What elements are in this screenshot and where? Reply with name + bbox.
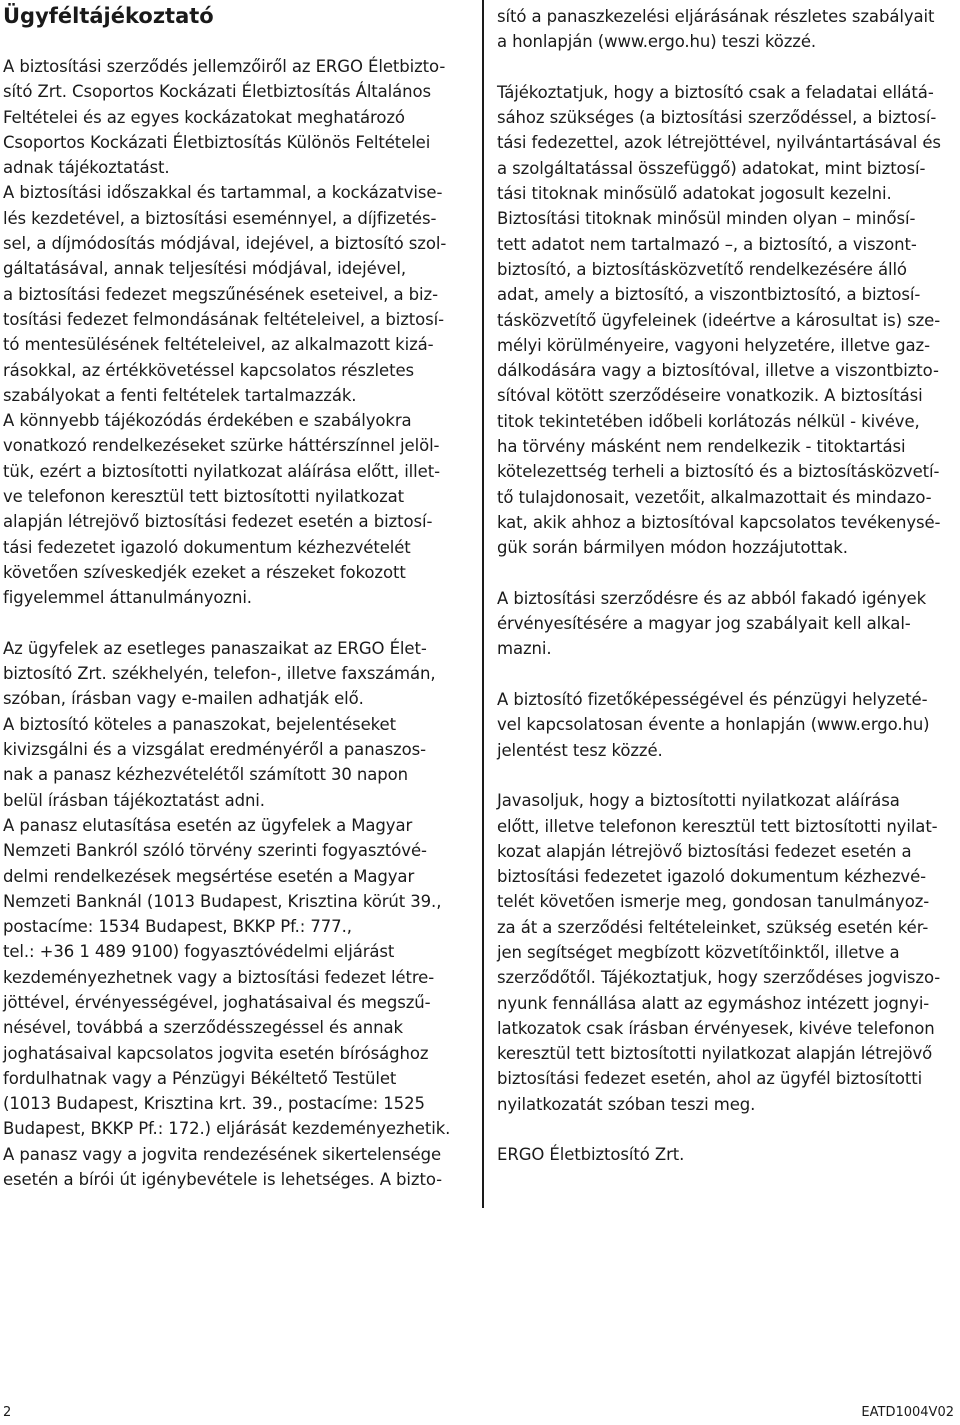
text-line: A könnyebb tájékozódás érdekében e szabályokra [3, 411, 412, 431]
text-line: a honlapján (www.ergo.hu) teszi közzé. [497, 32, 817, 52]
text-line: nyilatkozatát szóban teszi meg. [497, 1094, 756, 1114]
text-line: követően szíveskedjék ezeket a részeket fokozott [3, 562, 406, 582]
text-line: Az ügyfelek az esetleges panaszaikat az ERGO Élet- [3, 638, 427, 658]
text-line: Nemzeti Bankról szóló törvény szerinti fogyasztóvé- [3, 841, 427, 861]
left-column [3, 0, 473, 1192]
text-line: kozat alapján létrejövő biztosítási fedezet esetén a [497, 841, 912, 861]
text-line: A biztosító köteles a panaszokat, bejelentéseket [3, 714, 396, 734]
text-line: Nemzeti Banknál (1013 Budapest, Krisztina körút 39., [3, 891, 442, 911]
text-line: (1013 Budapest, Krisztina krt. 39., postacíme: 1525 [3, 1094, 425, 1114]
text-line: A biztosítási szerződésre és az abból fakadó igények [497, 588, 927, 608]
text-line: nyunk fennállása alatt az egymáshoz intézett jognyi- [497, 993, 930, 1013]
text-line: sító Zrt. Csoportos Kockázati Életbiztosítás Általános [3, 82, 432, 102]
text-line: nak a panasz kézhezvételétől számított 30 napon [3, 765, 409, 785]
text-line: sel, a díjmódosítás módjával, idejével, a biztosító szol- [3, 234, 447, 254]
text-line: mazni. [497, 639, 552, 659]
text-line: A biztosítási szerződés jellemzőiről az ERGO Életbizto- [3, 57, 446, 76]
column-divider [482, 0, 484, 1208]
text-line: előtt, illetve telefonon keresztül tett biztosítotti nyilat- [497, 816, 938, 836]
text-line: Budapest, BKKP Pf.: 172.) eljárását kezdeményezhetik. [3, 1119, 451, 1139]
text-line: Javasoljuk, hogy a biztosítotti nyilatkozat aláírása [497, 791, 900, 811]
text-line: ERGO Életbiztosító Zrt. [497, 1145, 685, 1165]
text-line: tó mentesülésének feltételeivel, az alkalmazott kizá- [3, 335, 434, 355]
text-line: tási fedezetet igazoló dokumentum kézhezvételét [3, 537, 411, 557]
text-line: tási titoknak minősülő adatokat jogosult kezelni. [497, 184, 892, 204]
text-line: fordulhatnak vagy a Pénzügyi Békéltető Testület [3, 1068, 397, 1088]
text-line: titok tekintetében időbeli korlátozás nélkül - kivéve, [497, 411, 920, 431]
text-line: szerződőtől. Tájékoztatjuk, hogy szerződéses jogviszo- [497, 968, 941, 988]
text-line [497, 662, 957, 687]
text-line: A panasz elutasítása esetén az ügyfelek a Magyar [3, 815, 413, 835]
text-line: A biztosítási időszakkal és tartammal, a kockázatvise- [3, 183, 443, 203]
text-line: szabályokat a fenti feltételek tartalmazzák. [3, 385, 357, 405]
text-line: delmi rendelkezések megsértése esetén a Magyar [3, 866, 415, 886]
right-column [497, 0, 957, 1168]
text-line: rásokkal, az értékkövetéssel kapcsolatos részletes [3, 360, 414, 380]
text-line: dálkodására vagy a biztosítóval, illetve a viszontbizto- [497, 361, 939, 381]
text-line: biztosító, a biztosításközvetítő rendelkezésére álló [497, 259, 907, 279]
text-line: jelentést tesz közzé. [497, 740, 663, 760]
text-line: kezdeményezhetnek vagy a biztosítási fedezet létre- [3, 967, 435, 987]
text-line: tő tulajdonosait, vezetőit, alkalmazottait és mindazo- [497, 487, 932, 507]
text-line: jen segítséget megbízott közvetítőinktől, illetve a [497, 942, 900, 962]
text-line: a biztosítási fedezet megszűnésének eseteivel, a biz- [3, 284, 438, 304]
text-line: za át a szerződési feltételeinket, szükség esetén kér- [497, 917, 929, 937]
text-line: gük során bármilyen módon hozzájutottak. [497, 538, 848, 558]
text-line: sítóval kötött szerződéseire vonatkozik. A biztosítási [497, 386, 923, 406]
text-line: joghatásaival kapcsolatos jogvita esetén bírósághoz [3, 1043, 429, 1063]
text-line: tási fedezettel, azok létrejöttével, nyilvántartásával és [497, 133, 941, 153]
text-line: tel.: +36 1 489 9100) fogyasztóvédelmi eljárást [3, 942, 395, 962]
text-line: sító a panaszkezelési eljárásának részletes szabályait [497, 7, 935, 26]
document-code: EATD1004V02 [861, 1405, 954, 1420]
text-line: gáltatásával, annak teljesítési módjával, idejével, [3, 259, 406, 279]
text-line: nésével, továbbá a szerződésszegéssel és annak [3, 1018, 403, 1038]
text-line: Tájékoztatjuk, hogy a biztosító csak a feladatai ellátá- [497, 82, 934, 102]
text-line: kivizsgálni és a vizsgálat eredményéről a panaszos- [3, 740, 426, 760]
text-line: ve telefonon keresztül tett biztosítotti nyilatkozat [3, 487, 405, 507]
text-line [3, 611, 473, 636]
text-line: alapján létrejövő biztosítási fedezet esetén a biztosí- [3, 512, 433, 532]
text-line: Csoportos Kockázati Életbiztosítás Különös Feltételei [3, 132, 431, 152]
text-line: keresztül tett biztosítotti nyilatkozat alapján létrejövő [497, 1044, 933, 1064]
text-line: tosítási fedezet felmondásának feltételeivel, a biztosí- [3, 309, 444, 329]
text-line: adnak tájékoztatást. [3, 158, 170, 178]
text-line: lés kezdetével, a biztosítási eseménnyel, a díjfizetés- [3, 208, 437, 228]
text-line: postacíme: 1534 Budapest, BKKP Pf.: 777., [3, 917, 352, 937]
text-line: kat, akik ahhoz a biztosítóval kapcsolatos tevékenysé- [497, 512, 941, 532]
text-line: kötelezettség terheli a biztosító és a biztosításközvetí- [497, 462, 940, 482]
text-line: telét követően ismerje meg, gondosan tanulmányoz- [497, 892, 930, 912]
text-line: latkozatok csak írásban érvényesek, kivéve telefonon [497, 1018, 935, 1038]
text-line: ha törvény másként nem rendelkezik - titoktartási [497, 437, 906, 457]
text-line: érvényesítésére a magyar jog szabályait kell alkal- [497, 614, 911, 634]
text-line: Feltételei és az egyes kockázatokat meghatározó [3, 107, 405, 127]
text-line: A biztosító fizetőképességével és pénzügyi helyzeté- [497, 690, 928, 710]
page-title: Ügyféltájékoztató [3, 4, 214, 28]
page-number: 2 [3, 1405, 12, 1420]
text-line: biztosítási fedezet esetén, ahol az ügyfél biztosítotti [497, 1069, 923, 1089]
text-line: mélyi körülményeire, vagyoni helyzetére, illetve gaz- [497, 335, 930, 355]
text-line: tük, ezért a biztosítotti nyilatkozat aláírása előtt, illet- [3, 461, 440, 481]
text-line: vonatkozó rendelkezéseket szürke háttérszínnel jelöl- [3, 436, 440, 456]
text-line: biztosító Zrt. székhelyén, telefon-, illetve faxszámán, [3, 664, 436, 684]
text-line: tett adatot nem tartalmazó –, a biztosító, a viszont- [497, 234, 917, 254]
text-line: adat, amely a biztosító, a viszontbiztosító, a biztosí- [497, 285, 921, 305]
text-line [497, 55, 957, 80]
text-line [497, 561, 957, 586]
text-line: A panasz vagy a jogvita rendezésének sikertelensége [3, 1144, 442, 1164]
text-line [497, 1117, 957, 1142]
text-line: tásközvetítő ügyfeleinek (ideértve a károsultat is) sze- [497, 310, 941, 330]
text-line: szóban, írásban vagy e-mailen adhatják elő. [3, 689, 364, 709]
text-line [497, 763, 957, 788]
text-line: biztosítási fedezetet igazoló dokumentum kézhezvé- [497, 867, 926, 887]
text-line: Biztosítási titoknak minősül minden olyan – minősí- [497, 209, 916, 229]
text-line: sához szükséges (a biztosítási szerződéssel, a biztosí- [497, 108, 937, 128]
text-line: a szolgáltatással összefüggő) adatokat, mint biztosí- [497, 158, 926, 178]
text-line: jöttével, érvényességével, joghatásaival és megszű- [3, 992, 431, 1012]
text-line: vel kapcsolatosan évente a honlapján (www.ergo.hu) [497, 715, 930, 735]
text-line: esetén a bírói út igénybevétele is lehetséges. A bizto- [3, 1170, 443, 1190]
text-line: figyelemmel áttanulmányozni. [3, 588, 252, 608]
text-line: belül írásban tájékoztatást adni. [3, 790, 265, 810]
